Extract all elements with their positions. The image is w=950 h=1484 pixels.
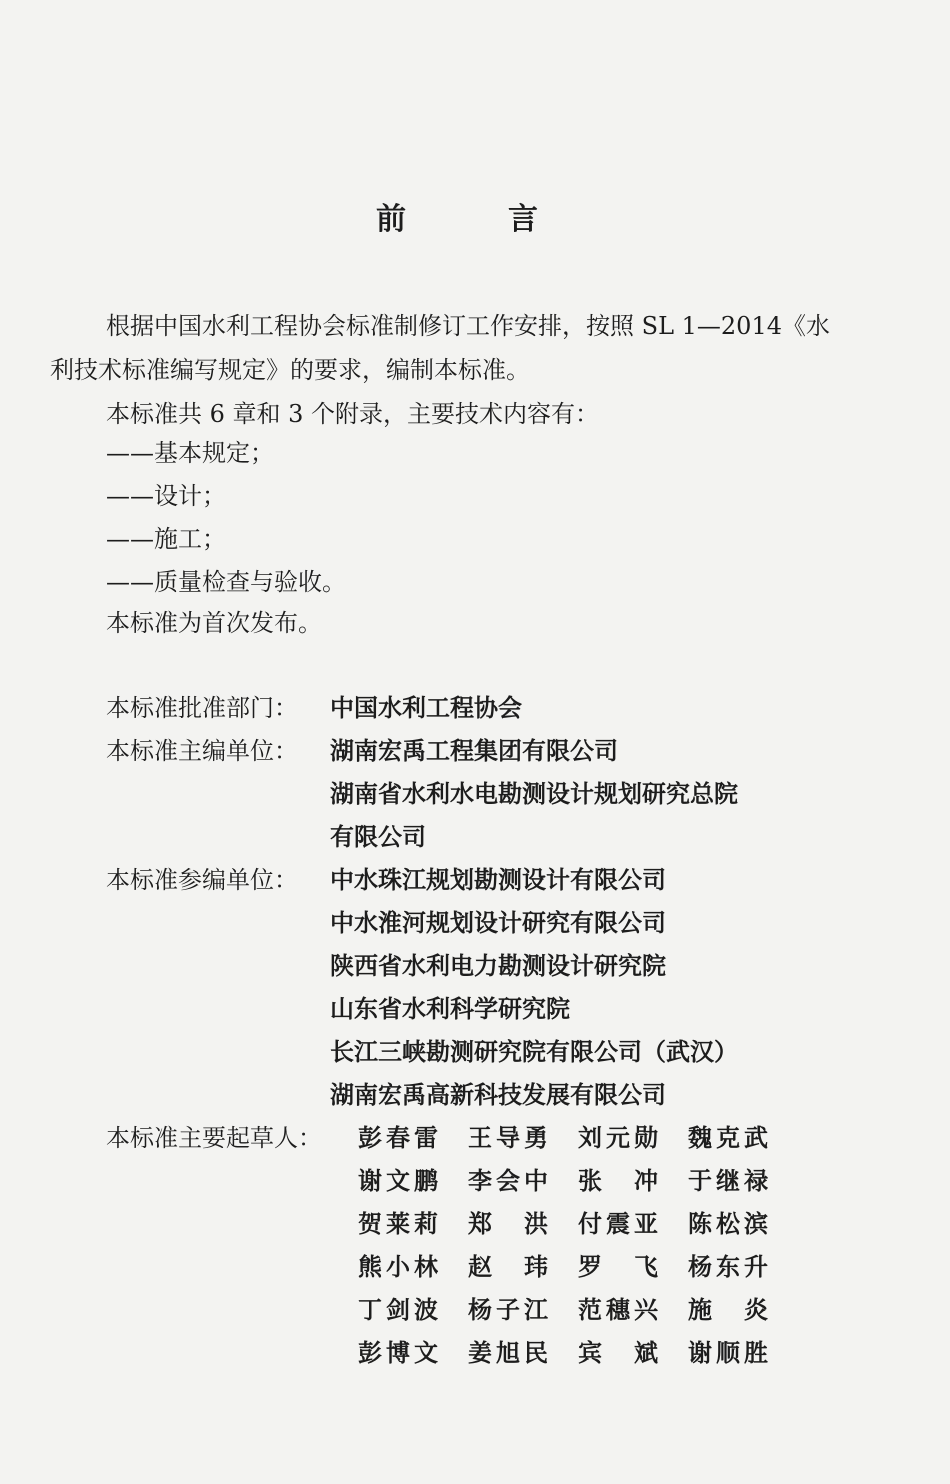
- org-name: 中水珠江规划勘测设计有限公司: [330, 866, 666, 894]
- drafter-name: [358, 1203, 468, 1246]
- org-name: 有限公司: [330, 823, 426, 851]
- drafter-name: [468, 1160, 578, 1203]
- drafter-name-text: 谢顺胜: [688, 1339, 768, 1367]
- drafter-name: [468, 1289, 578, 1332]
- drafter-name-text: 刘元勋: [578, 1124, 658, 1152]
- drafter-name: [358, 1332, 468, 1375]
- drafter-name: [468, 1332, 578, 1375]
- drafter-name-text: 彭博文: [358, 1339, 438, 1367]
- drafter-name: [578, 1332, 688, 1375]
- drafter-name: [688, 1246, 798, 1289]
- drafter-name: [688, 1289, 798, 1332]
- org-name: 中国水利工程协会: [330, 694, 522, 722]
- org-name: 中水淮河规划设计研究有限公司: [330, 909, 666, 937]
- first-release-note: 本标准为首次发布。: [106, 609, 322, 637]
- drafter-name: [578, 1203, 688, 1246]
- org-name: 山东省水利科学研究院: [330, 995, 570, 1023]
- drafter-name: [358, 1117, 468, 1160]
- drafter-name-text: 杨子江: [468, 1296, 548, 1324]
- drafter-name-text: 范穗兴: [578, 1296, 658, 1324]
- drafter-name: [578, 1160, 688, 1203]
- list-item: ——设计；: [106, 482, 226, 510]
- drafter-name-text: 付震亚: [578, 1210, 658, 1238]
- drafter-name-text: 郑洪: [468, 1210, 548, 1238]
- drafter-name-text: 陈松滨: [688, 1210, 768, 1238]
- drafter-name-text: 魏克武: [688, 1124, 768, 1152]
- drafter-name: [468, 1203, 578, 1246]
- list-item: ——质量检查与验收。: [106, 568, 346, 596]
- drafter-name-text: 罗飞: [578, 1253, 658, 1281]
- drafter-name-text: 贺莱莉: [358, 1210, 438, 1238]
- list-item: ——施工；: [106, 525, 226, 553]
- drafter-name-text: 杨东升: [688, 1253, 768, 1281]
- drafter-name-text: 宾斌: [578, 1339, 658, 1367]
- drafter-grid: [358, 1117, 798, 1375]
- drafter-name: [688, 1203, 798, 1246]
- drafter-name: [578, 1117, 688, 1160]
- content-summary: 本标准共 6 章和 3 个附录，主要技术内容有：: [106, 400, 600, 428]
- org-name: 陕西省水利电力勘测设计研究院: [330, 952, 666, 980]
- intro-paragraph: 根据中国水利工程协会标准制修订工作安排，按照 SL 1—2014《水利技术标准编写规定》的要求，编制本标准。: [50, 312, 830, 384]
- drafter-name-text: 姜旭民: [468, 1339, 548, 1367]
- drafter-name: [688, 1332, 798, 1375]
- drafter-name-text: 李会中: [468, 1167, 548, 1195]
- approval-label: 本标准批准部门：: [106, 694, 298, 722]
- drafter-name: [578, 1289, 688, 1332]
- drafter-name-text: 施炎: [688, 1296, 768, 1324]
- drafter-name: [688, 1117, 798, 1160]
- main-drafters: [106, 1117, 768, 1367]
- drafter-name: [468, 1246, 578, 1289]
- drafter-name-text: 张冲: [578, 1167, 658, 1195]
- participating-units: [106, 859, 738, 1109]
- drafter-name-text: 熊小林: [358, 1253, 438, 1281]
- page-title: 前 言: [376, 202, 574, 237]
- participants-label: 本标准参编单位：: [106, 866, 298, 894]
- org-name: 湖南省水利水电勘测设计规划研究总院: [330, 780, 738, 808]
- drafter-name: [688, 1160, 798, 1203]
- drafter-row: [358, 1203, 798, 1246]
- org-name: 湖南宏禹工程集团有限公司: [330, 737, 618, 765]
- drafter-name-text: 丁剑波: [358, 1296, 438, 1324]
- org-name: 湖南宏禹高新科技发展有限公司: [330, 1081, 666, 1109]
- drafters-label: 本标准主要起草人：: [106, 1124, 322, 1152]
- content-list: [106, 432, 346, 604]
- drafter-name-text: 谢文鹏: [358, 1167, 438, 1195]
- drafter-name: [358, 1160, 468, 1203]
- chief-label: 本标准主编单位：: [106, 737, 298, 765]
- drafter-name-text: 赵玮: [468, 1253, 548, 1281]
- drafter-name: [578, 1246, 688, 1289]
- drafter-row: [358, 1117, 798, 1160]
- chief-editors: [106, 730, 738, 851]
- org-name: 长江三峡勘测研究院有限公司（武汉）: [330, 1038, 738, 1066]
- drafter-row: [358, 1160, 798, 1203]
- drafter-name: [358, 1289, 468, 1332]
- drafter-row: [358, 1289, 798, 1332]
- drafter-name: [358, 1246, 468, 1289]
- list-item: ——基本规定；: [106, 439, 274, 467]
- drafter-row: [358, 1332, 798, 1375]
- drafter-name-text: 彭春雷: [358, 1124, 438, 1152]
- drafter-row: [358, 1246, 798, 1289]
- drafter-name-text: 于继禄: [688, 1167, 768, 1195]
- drafter-name-text: 王导勇: [468, 1124, 548, 1152]
- drafter-name: [468, 1117, 578, 1160]
- approval-department: [106, 687, 522, 730]
